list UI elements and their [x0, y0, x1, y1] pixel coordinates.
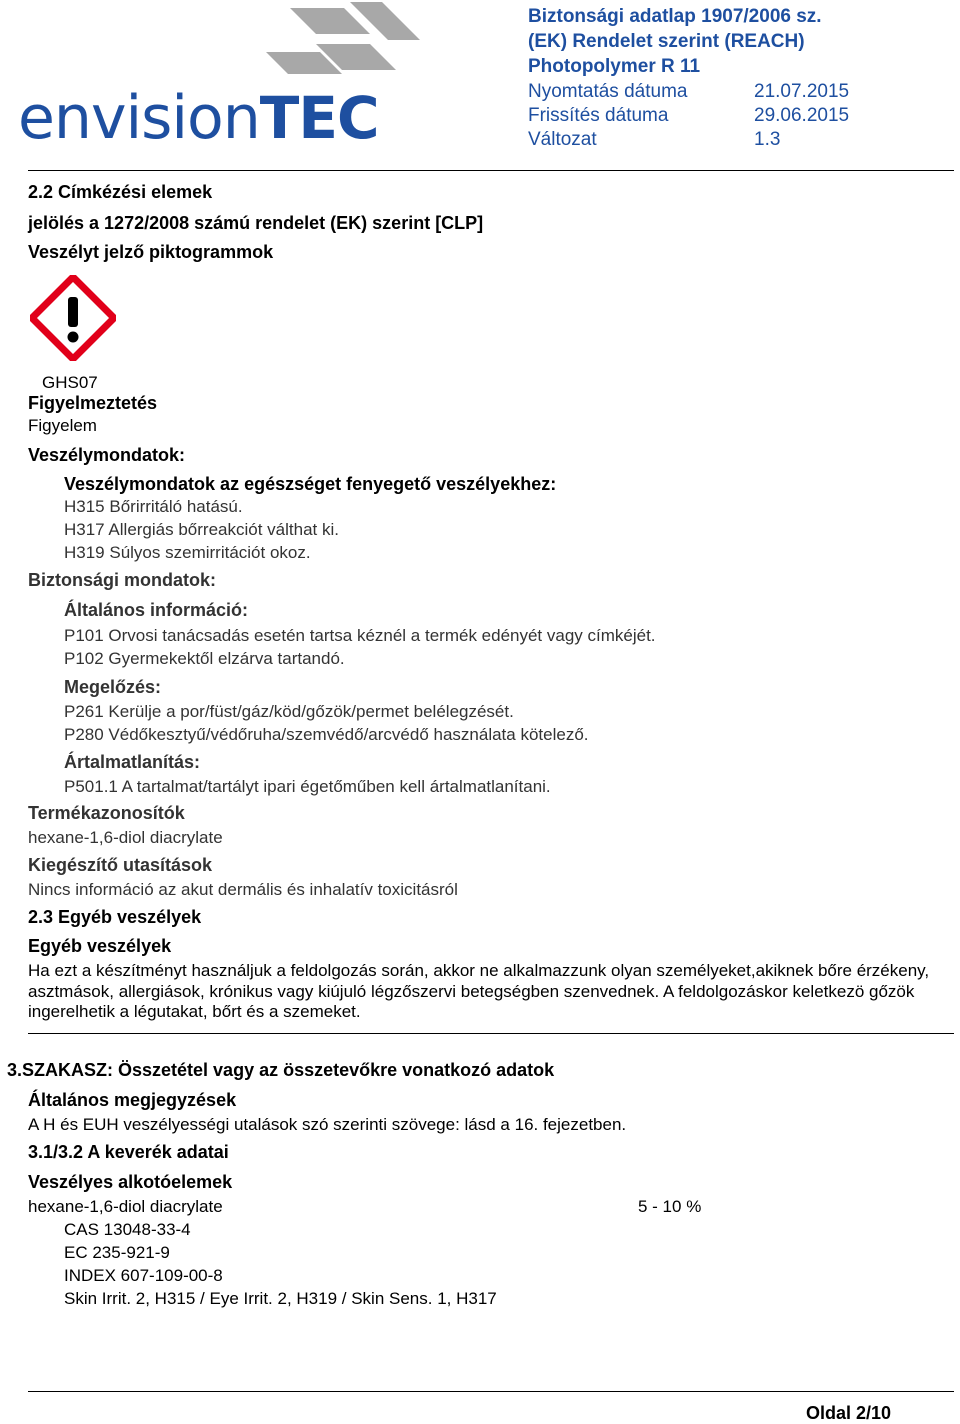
doc-title-line2: (EK) Rendelet szerint (REACH) [528, 31, 805, 52]
index-number: INDEX 607-109-00-8 [64, 1266, 223, 1285]
pictogram-heading: Veszélyt jelző piktogrammok [28, 242, 274, 262]
footer-divider [28, 1391, 954, 1392]
other-hazards-text: Ha ezt a készítményt használjuk a feldolgozás során, akkor ne alkalmazzunk olyan személyeket,akiknek bőre érzékeny, asztmások, allergiások, krónikus vagy kiújuló légzőszervi betegségben szenvednek. A feldolgozáskor keletkezö gőzök ingerelhetik a légutakat, bőrt és a szemeket. [28, 961, 930, 1021]
header-divider [28, 170, 954, 171]
other-hazards-subheading: Egyéb veszélyek [28, 936, 172, 956]
logo-wordmark [18, 83, 379, 153]
hazard-statements-heading: Veszélymondatok: [28, 445, 186, 465]
page-number: Oldal 2/10 [806, 1403, 892, 1423]
version-value: 1.3 [754, 129, 781, 150]
component-name: hexane-1,6-diol diacrylate [28, 1197, 223, 1216]
doc-title-line1: Biztonsági adatlap 1907/2006 sz. [528, 6, 822, 27]
supplemental-text: Nincs információ az akut dermális és inhalatív toxicitásról [28, 880, 458, 899]
disposal-heading: Ártalmatlanítás: [64, 752, 201, 772]
pictogram-code: GHS07 [42, 373, 98, 392]
hazard-statement: H315 Bőrirritáló hatású. [64, 497, 243, 516]
section-2-3-heading: 2.3 Egyéb veszélyek [28, 907, 202, 927]
general-remarks-text: A H és EUH veszélyességi utalások szó szerinti szövege: lásd a 16. fejezetben. [28, 1115, 627, 1134]
supplemental-heading: Kiegészítő utasítások [28, 855, 213, 875]
signal-word: Figyelem [28, 416, 97, 435]
component-classification: Skin Irrit. 2, H315 / Eye Irrit. 2, H319 / Skin Sens. 1, H317 [64, 1289, 497, 1308]
prevention-heading: Megelőzés: [64, 677, 162, 697]
ec-number: EC 235-921-9 [64, 1243, 170, 1262]
version-label: Változat [528, 129, 597, 150]
component-range: 5 - 10 % [638, 1197, 702, 1216]
cas-number: CAS 13048-33-4 [64, 1220, 191, 1239]
product-identifiers-heading: Termékazonosítók [28, 803, 185, 823]
section-3-heading: 3.SZAKASZ: Összetétel vagy az összetevőkre vonatkozó adatok [7, 1060, 555, 1080]
mixture-heading: 3.1/3.2 A keverék adatai [28, 1142, 229, 1162]
precautionary-statement: P280 Védőkesztyű/védőruha/szemvédő/arcvédő használata kötelező. [64, 725, 589, 744]
exclamation-mark-diamond-icon [30, 275, 116, 361]
revision-date: 29.06.2015 [754, 105, 850, 126]
clp-heading: jelölés a 1272/2008 számú rendelet (EK) szerint [CLP] [28, 213, 484, 233]
hazard-statements-subheading: Veszélymondatok az egészséget fenyegető veszélyekhez: [64, 474, 557, 494]
hazard-statement: H319 Súlyos szemirritációt okoz. [64, 543, 311, 562]
general-remarks-heading: Általános megjegyzések [28, 1090, 237, 1110]
product-name: Photopolymer R 11 [528, 56, 701, 77]
precautionary-heading: Biztonsági mondatok: [28, 570, 216, 590]
logo-tec: TEC [259, 84, 379, 152]
precautionary-statement: P501.1 A tartalmat/tartályt ipari égetőműben kell ártalmatlanítani. [64, 777, 551, 796]
precautionary-statement: P101 Orvosi tanácsadás esetén tartsa kéznél a termék edényét vagy címkéjét. [64, 626, 656, 645]
section-divider [28, 1033, 954, 1034]
print-date-label: Nyomtatás dátuma [528, 81, 688, 102]
revision-date-label: Frissítés dátuma [528, 105, 669, 126]
logo-main: envision [18, 83, 260, 153]
hazardous-components-heading: Veszélyes alkotóelemek [28, 1172, 233, 1192]
precautionary-statement: P261 Kerülje a por/füst/gáz/köd/gőzök/permet belélegzését. [64, 702, 514, 721]
section-2-2-heading: 2.2 Címkézési elemek [28, 182, 213, 202]
product-identifier: hexane-1,6-diol diacrylate [28, 828, 223, 847]
signal-word-heading: Figyelmeztetés [28, 393, 158, 413]
general-info-heading: Általános információ: [64, 600, 249, 620]
print-date: 21.07.2015 [754, 81, 850, 102]
precautionary-statement: P102 Gyermekektől elzárva tartandó. [64, 649, 345, 668]
hazard-statement: H317 Allergiás bőrreakciót válthat ki. [64, 520, 339, 539]
